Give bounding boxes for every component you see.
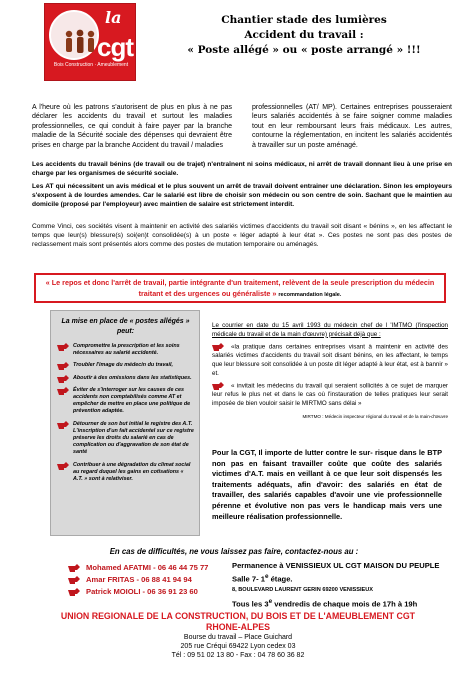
footer-address-2: 205 rue Créqui 69422 Lyon cedex 03 xyxy=(180,643,296,650)
permanence-info xyxy=(232,560,454,609)
contact-item xyxy=(68,574,218,586)
logo-cgt: cgt xyxy=(97,32,133,62)
pointing-hand-icon xyxy=(57,343,70,351)
logo-emblem xyxy=(49,10,99,60)
risks-box xyxy=(50,310,200,536)
risk-item-text: Détourner de son but initial le registre des A.T. L'inscription d'un fait accidentel sur ce registre préserve les droits du salarié en cas de complication ou d'aggravation de son état de santé xyxy=(73,420,194,456)
title-line-3: « Poste allégé » ou « poste arrangé » !!! xyxy=(187,44,421,56)
pointing-hand-icon xyxy=(68,588,81,596)
permanence-line-end: étage. xyxy=(268,574,293,584)
permanence-sup: e xyxy=(264,573,269,580)
page-title xyxy=(176,13,432,58)
contact-list xyxy=(68,562,218,598)
banner-note: recommandation légale. xyxy=(278,291,342,298)
pointing-hand-icon xyxy=(68,576,81,584)
permanence-location xyxy=(232,560,454,585)
paragraph-vinci: Comme Vinci, ces sociétés visent à maintenir en activité des salariés victimes d'accidents du travail soit disant « bénins », en les affectant le temps que leur(s) blessure(s) soi(en)t consolidée(s) à un poste « léger adapté à leur état ». Ces postes ne sont pas des postes de reclassement mais sont présentés alors comme des postes de mutation temporaire ou aménagés. xyxy=(32,223,452,248)
risk-item-text: Contribuer à une dégradation du climat social au regard duquel les gains en cotisations « A.T. » sont à relativiser. xyxy=(73,461,191,483)
pointing-hand-icon xyxy=(57,462,70,470)
risk-item xyxy=(57,362,194,369)
risk-item-text: Troubler l'image du médecin du travail, xyxy=(73,362,174,369)
risks-box-title: La mise en place de « postes allégés » peut: xyxy=(61,318,190,335)
intro-left-column: A l'heure où les patrons s'autorisent de plus en plus à ne pas déclarer les accidents du travail et surtout les maladies professionnelles, ce qui conduit à faire payer par la branche maladie de la Sécurité sociale des dépenses qui devraient être prises en charge par la branche Accident du travail / maladies xyxy=(32,104,232,149)
intro-right-column: professionnelles (AT/ MP). Certaines entreprises pousseraient leurs salariés accidentés à se faire soigner comme maladies tout en leur remboursant leurs frais médicaux. Les autres, contourne la réglementation, en incitent les salariés accidentés à travailler sur un poste aménagé. xyxy=(252,104,452,149)
risk-item xyxy=(57,462,194,484)
pointing-hand-icon xyxy=(212,343,225,351)
pointing-hand-icon xyxy=(57,375,70,383)
footer-org-line-2: RHONE-ALPES xyxy=(205,622,271,632)
pointing-hand-icon xyxy=(57,387,70,395)
risk-item xyxy=(57,375,194,382)
pointing-hand-icon xyxy=(68,564,81,572)
medical-letter-quote xyxy=(212,322,448,421)
risk-item xyxy=(57,343,194,357)
risk-item-text: Compromettre la prescription et les soins nécessaires au salarié accidenté. xyxy=(73,343,180,357)
cgt-position: Pour la CGT, Il importe de lutter contre le sur- risque dans le BTP non pas en faisant travailler coûte que coûte des salariés victimes d'A.T. mais en veillant à ce que leur soit dispensés les traitements adéquats, afin d'avoir: des salariés en état de travailler, des salariés capables d'avoir une vie professionnelle pérenne et évolutive non pas vers le handicap mais vers une meilleure réalisation professionnelle. xyxy=(212,448,442,521)
footer-phone: Tél : 09 51 02 13 80 - Fax : 04 78 60 36 82 xyxy=(171,652,305,659)
footer xyxy=(0,611,476,660)
contact-text: Mohamed AFATMI - 06 46 44 75 77 xyxy=(86,563,209,572)
contact-text: Patrick MOIOLI - 06 36 91 23 60 xyxy=(86,587,198,596)
footer-org-line-1: UNION REGIONALE DE LA CONSTRUCTION, DU BOIS ET DE L'AMEUBLEMENT CGT xyxy=(60,611,416,621)
permanence-address: 8, BOULEVARD LAURENT GERIN 69200 VENISSIEUX xyxy=(232,586,374,593)
contact-item xyxy=(68,586,218,598)
workers-icon xyxy=(63,28,97,56)
title-line-2: Accident du travail : xyxy=(244,29,364,41)
paragraph-declaration: Les AT qui nécessitent un avis médical et le plus souvent un arrêt de travail doivent entrainer une déclaration. Sinon les employeurs s'exposent à de lourdes amendes. Car le salarié est libre de choisir son médecin ou son centre de soin. Sachant que le maintien au domicile (proposé par l'employeur) avec maintien de salaire est strictement interdit. xyxy=(32,183,452,208)
contact-item xyxy=(68,562,218,574)
cgt-logo xyxy=(44,3,136,81)
title-line-1: Chantier stade des lumières xyxy=(221,14,387,26)
quote-signature: MIRTMO : Médecin inspecteur régional du travail et de la main-d'œuvre xyxy=(302,413,448,419)
risk-item-text: Aboutir à des omissions dans les statistiques. xyxy=(73,374,192,381)
quote-heading: Le courrier en date du 15 avril 1993 du médecin chef de l 'IMTMO (l'inspection médicale du travail et de la main d'œuvre) précisait déjà que : xyxy=(212,322,448,338)
quote-text-1: «la pratique dans certaines entreprises visant à maintenir en activité des salariés victimes d'accidents du travail soit disant bénins, en les affectant, le temps que leur blessure soit consolidée à un poste dit léger adapté à leur état, est à bannir » et. xyxy=(212,343,448,377)
logo-la: la xyxy=(105,8,122,27)
schedule-sup: e xyxy=(268,597,273,605)
schedule-line-end: vendredis de chaque mois de 17h à 19h xyxy=(272,599,418,609)
permanence-line: Permanence à VENISSIEUX UL CGT MAISON DU PEUPLE Salle 7- 1 xyxy=(232,561,440,584)
schedule-line: Tous les 3 xyxy=(232,599,269,609)
contact-text: Amar FRITAS - 06 88 41 94 94 xyxy=(86,575,192,584)
banner-text: « Le repos et donc l'arrêt de travail, partie intégrante d'un traitement, relèvent de la seule prescription du médecin traitant et des urgences ou généraliste » xyxy=(45,278,435,298)
quote-paragraph xyxy=(212,343,448,378)
risk-item xyxy=(57,421,194,457)
quote-paragraph xyxy=(212,382,448,408)
legal-banner xyxy=(34,273,446,303)
pointing-hand-icon xyxy=(212,382,225,390)
permanence-schedule xyxy=(232,596,454,610)
pointing-hand-icon xyxy=(57,421,70,429)
risk-item xyxy=(57,387,194,416)
contact-title: En cas de difficultés, ne vous laissez pas faire, contactez-nous au : xyxy=(109,547,359,556)
quote-text-2: « invitait les médecins du travail qui seraient sollicités à ce sujet de marquer leur refus le plus net et dans le cas où l'instauration de telles pratiques leur serait imposée de bien vouloir saisir le MIRTMO sans délai » xyxy=(212,382,448,408)
pointing-hand-icon xyxy=(57,362,70,370)
logo-ring-text: Bois Construction · Ameublement xyxy=(53,62,129,68)
footer-address-1: Bourse du travail – Place Guichard xyxy=(183,634,293,641)
risk-item-text: Éviter de s'interroger sur les causes de ces accidents non comptabilisés comme AT et empêcher de mettre en place une politique de prévention adaptée. xyxy=(73,386,191,415)
paragraph-benign: Les accidents du travail bénins (de travail ou de trajet) n'entraînent ni soins médicaux, ni arrêt de travail donnant lieu à une prise en charge par les organismes de sécurité sociale. xyxy=(32,161,452,177)
